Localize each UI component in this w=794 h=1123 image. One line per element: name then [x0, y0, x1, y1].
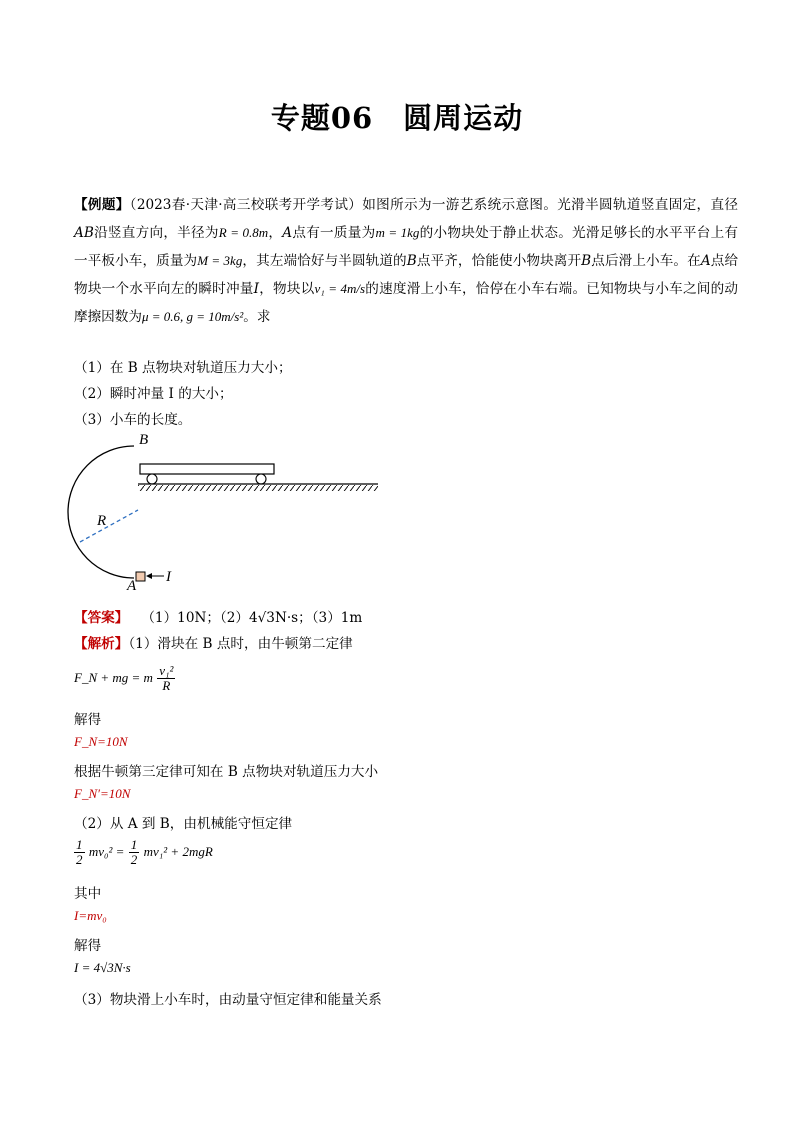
track-diagram	[66, 430, 396, 590]
analysis-third-law: 根据牛顿第三定律可知在 B 点物块对轨道压力大小	[74, 764, 379, 780]
example-problem: 【例题】（2023春·天津·高三校联考开学考试）如图所示为一游艺系统示意图。光滑半圆轨道竖直固定，直径AB沿竖直方向，半径为R = 0.8m，A点有一质量为m = 1kg的小物块处于静止状态。光滑足够长的水平平台上有一平板小车，质量为M = 3kg，其左端恰好与半圆轨道的B点平齐，恰能使小物块离开B点后滑上小车。在A点给物块一个水平向左的瞬时冲量I，物块以v₁ = 4m/s的速度滑上小车，恰停在小车右端。已知物块与小车之间的动摩擦因数为μ = 0.6, g = 10m/s²。求	[74, 197, 739, 325]
analysis-label: 【解析】	[74, 636, 129, 652]
analysis-result-fn: F_N=10N	[74, 734, 128, 749]
semicircle-track	[68, 446, 134, 578]
analysis-result-fn-prime: F_N′=10N	[74, 786, 131, 801]
cart-board	[140, 464, 274, 474]
platform-hatching	[138, 485, 378, 491]
analysis-solve-1: 解得	[74, 712, 102, 728]
analysis-impulse-result: I = 4√3N·s	[74, 960, 131, 975]
cart-wheel-left	[147, 474, 157, 484]
example-source: （2023春·天津·高三校联考开学考试）	[129, 197, 363, 213]
equation-energy-conservation: $\frac{1}{2}$ mv₀² = $\frac{1}{2}$ mv₁² + 2mgR	[76, 837, 213, 867]
analysis-line-1: 【解析】（1）滑块在 B 点时，由牛顿第二定律	[74, 636, 353, 652]
friction-equation: μ = 0.6, g = 10m/s²	[141, 309, 244, 324]
example-label: 【例题】	[74, 197, 130, 213]
question-1: （1）在 B 点物块对轨道压力大小；	[74, 360, 292, 376]
analysis-solve-2: 解得	[74, 938, 102, 954]
equation-newton-second: F_N + mg = m $\frac{\text{v₁²}}{R}$	[74, 663, 174, 693]
label-a: A	[127, 578, 137, 590]
title-topic-name: 圆周运动	[403, 101, 524, 135]
question-3: （3）小车的长度。	[74, 412, 192, 428]
analysis-part-2: （2）从 A 到 B，由机械能守恒定律	[74, 816, 293, 832]
title-topic-number: 专题06	[270, 101, 374, 135]
block	[136, 572, 145, 581]
impulse-arrow-head	[146, 573, 152, 579]
velocity-equation: v₁ = 4m/s	[314, 281, 366, 296]
label-i: I	[166, 569, 171, 585]
page-title	[0, 96, 794, 137]
analysis-where: 其中	[74, 886, 102, 902]
analysis-impulse-relation: I=mv₀	[74, 908, 107, 923]
question-2: （2）瞬时冲量 I 的大小；	[74, 386, 233, 402]
cart-wheel-right	[256, 474, 266, 484]
radius-dashed-line	[80, 510, 138, 542]
label-b: B	[139, 432, 149, 448]
answer	[74, 606, 362, 626]
answer-label: 【答案】	[74, 610, 129, 626]
cart-mass-equation: M = 3kg	[197, 253, 243, 268]
label-r: R	[97, 513, 107, 529]
mass-equation: m = 1kg	[375, 225, 420, 240]
analysis-part-3: （3）物块滑上小车时，由动量守恒定律和能量关系	[74, 992, 382, 1008]
radius-equation: R = 0.8m	[218, 225, 269, 240]
answer-text: （1）10N；（2）4√3N·s；（3）1m	[141, 610, 363, 626]
